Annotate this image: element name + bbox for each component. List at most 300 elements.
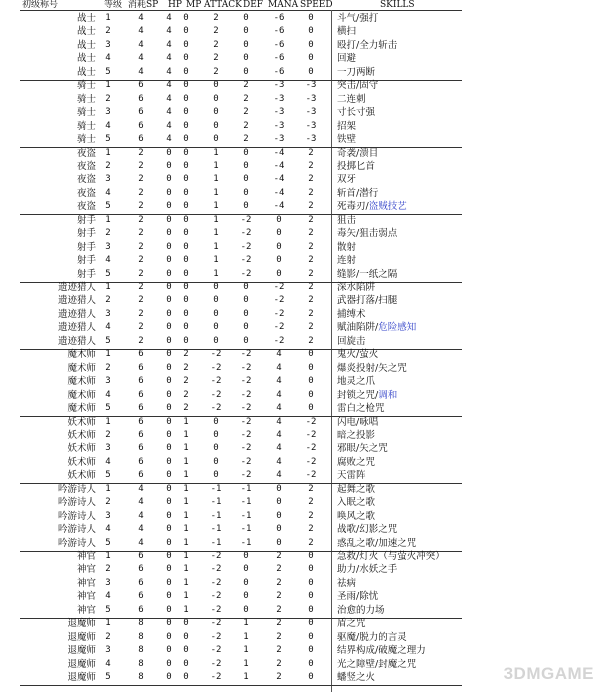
- class-name: 魔术师: [67, 349, 96, 361]
- stat-hp: 0: [166, 268, 172, 279]
- stat-def: 1: [243, 618, 249, 629]
- skill-cell: [337, 375, 375, 388]
- class-name: 退魔师: [67, 658, 96, 670]
- stat-sp: 2: [138, 335, 144, 346]
- stat-atk: 0: [213, 443, 219, 454]
- class-name: 吟游诗人: [57, 497, 96, 509]
- stat-mana: -2: [273, 322, 285, 333]
- stat-hp: 0: [166, 645, 172, 656]
- stat-lv: 1: [105, 618, 111, 629]
- stat-lv: 4: [105, 322, 111, 333]
- stat-hp: 4: [166, 39, 172, 50]
- header-speed: SPEED: [300, 0, 333, 10]
- stat-mp: 1: [183, 456, 189, 467]
- stat-hp: 0: [166, 524, 172, 535]
- class-name: 魔术师: [67, 376, 96, 388]
- skill-cell: [337, 308, 366, 321]
- stat-lv: 4: [105, 591, 111, 602]
- stat-atk: 0: [213, 416, 219, 427]
- stat-hp: 0: [166, 255, 172, 266]
- stat-spd: -2: [305, 470, 317, 481]
- stat-mp: 2: [183, 403, 189, 414]
- stat-hp: 4: [166, 134, 172, 145]
- stat-def: 0: [243, 282, 249, 292]
- skill-text: 殴打/全力斩击: [337, 39, 398, 51]
- stat-spd: 0: [308, 658, 314, 669]
- skill-text: 闪电/咏唱: [337, 416, 379, 428]
- stat-atk: 1: [213, 255, 219, 266]
- class-name: 骑士: [76, 134, 96, 146]
- skill-text: 奇袭/溃目: [337, 147, 379, 159]
- stat-sp: 2: [138, 174, 144, 185]
- stat-hp: 0: [166, 604, 172, 615]
- stat-mana: 4: [276, 403, 282, 414]
- skill-text: 鬼火/萤火: [337, 349, 379, 361]
- stat-lv: 3: [105, 443, 111, 454]
- stat-mp: 0: [183, 295, 189, 306]
- stat-hp: 0: [166, 497, 172, 508]
- stat-lv: 4: [105, 255, 111, 266]
- skill-cell: [337, 671, 375, 684]
- stat-spd: 0: [308, 349, 314, 360]
- stat-sp: 6: [138, 120, 144, 131]
- stat-mana: -6: [273, 13, 285, 23]
- stat-sp: 6: [138, 429, 144, 440]
- stat-spd: -3: [305, 134, 317, 145]
- stat-hp: 0: [166, 201, 172, 212]
- stat-mana: -4: [273, 147, 285, 158]
- stat-sp: 4: [138, 497, 144, 508]
- stat-sp: 6: [138, 443, 144, 454]
- stat-mp: 1: [183, 577, 189, 588]
- skill-cell: [337, 416, 378, 429]
- stat-mp: 2: [183, 389, 189, 400]
- stat-mana: -6: [273, 66, 285, 77]
- stat-def: -1: [240, 524, 252, 535]
- stat-mana: -4: [273, 201, 285, 212]
- stat-mp: 2: [183, 349, 189, 360]
- skill-text: 死毒刃/: [337, 201, 369, 213]
- stat-lv: 2: [105, 26, 111, 37]
- class-name: 射手: [76, 268, 96, 280]
- stat-sp: 6: [138, 389, 144, 400]
- skill-text: 暗之投影: [337, 429, 376, 441]
- class-name: 遗迹猎人: [57, 308, 96, 320]
- stat-spd: 0: [308, 66, 314, 77]
- stat-def: -2: [240, 416, 252, 427]
- stat-def: 0: [243, 322, 249, 333]
- skill-cell: [337, 442, 388, 455]
- stat-lv: 2: [105, 228, 111, 239]
- stat-spd: 2: [308, 214, 314, 225]
- stat-hp: 0: [166, 591, 172, 602]
- stat-atk: -2: [210, 658, 222, 669]
- class-name: 神官: [76, 577, 96, 589]
- stat-sp: 6: [138, 107, 144, 118]
- stat-sp: 4: [138, 13, 144, 23]
- stat-sp: 2: [138, 187, 144, 198]
- skill-text: 武器打落/扫腿: [337, 295, 398, 307]
- stat-hp: 0: [166, 174, 172, 185]
- stat-mana: -6: [273, 26, 285, 37]
- stat-lv: 2: [105, 429, 111, 440]
- stat-atk: 0: [213, 107, 219, 118]
- stat-mana: 0: [276, 255, 282, 266]
- stat-sp: 6: [138, 416, 144, 427]
- class-name: 战士: [76, 13, 96, 24]
- stat-mana: 2: [276, 631, 282, 642]
- stat-sp: 2: [138, 268, 144, 279]
- class-name: 妖术师: [67, 443, 96, 455]
- class-name: 战士: [76, 39, 96, 51]
- stat-hp: 0: [166, 187, 172, 198]
- stat-mp: 0: [183, 147, 189, 158]
- skill-cell: [337, 52, 356, 65]
- stat-hp: 0: [166, 537, 172, 548]
- stat-spd: 0: [308, 564, 314, 575]
- class-name: 神官: [76, 564, 96, 576]
- skill-cell: [337, 644, 426, 657]
- stat-lv: 2: [105, 631, 111, 642]
- stat-mp: 1: [183, 510, 189, 521]
- stat-lv: 5: [105, 66, 111, 77]
- stat-def: 0: [243, 577, 249, 588]
- stat-sp: 6: [138, 456, 144, 467]
- stat-def: 2: [243, 120, 249, 131]
- skills-divider: [331, 10, 332, 692]
- stat-mp: 2: [183, 376, 189, 387]
- skill-cell: [337, 590, 378, 603]
- stat-def: -2: [240, 255, 252, 266]
- stat-mana: 0: [276, 497, 282, 508]
- skill-cell: [337, 496, 375, 509]
- skill-text: 狙击: [337, 214, 357, 226]
- skill-text: 光之障壁/封魔之咒: [337, 658, 417, 670]
- stat-spd: -2: [305, 416, 317, 427]
- stat-spd: 2: [308, 497, 314, 508]
- stat-atk: 1: [213, 214, 219, 225]
- stat-spd: 0: [308, 631, 314, 642]
- stat-mana: -3: [273, 80, 285, 91]
- stat-mana: 4: [276, 362, 282, 373]
- stat-spd: 2: [308, 241, 314, 252]
- stat-atk: -1: [210, 510, 222, 521]
- stat-spd: 2: [308, 187, 314, 198]
- skill-text: 突击/固守: [337, 80, 379, 92]
- stat-lv: 2: [105, 93, 111, 104]
- stat-sp: 4: [138, 510, 144, 521]
- skill-cell: [337, 147, 378, 160]
- stat-mana: -2: [273, 282, 285, 292]
- class-name: 退魔师: [67, 631, 96, 643]
- stat-spd: 0: [308, 39, 314, 50]
- stat-atk: 1: [213, 147, 219, 158]
- skill-cell: [337, 106, 375, 119]
- stat-def: -2: [240, 403, 252, 414]
- skill-link[interactable]: 危险感知: [378, 322, 417, 334]
- stat-def: -1: [240, 510, 252, 521]
- stat-sp: 6: [138, 93, 144, 104]
- stat-spd: 0: [308, 362, 314, 373]
- stat-mana: -4: [273, 174, 285, 185]
- stat-def: 1: [243, 658, 249, 669]
- stat-spd: -3: [305, 80, 317, 91]
- skill-cell: [337, 429, 375, 442]
- stat-lv: 3: [105, 174, 111, 185]
- skill-text: 蟠竖之火: [337, 672, 376, 684]
- stat-hp: 0: [166, 429, 172, 440]
- class-name: 骑士: [76, 120, 96, 132]
- class-name: 神官: [76, 604, 96, 616]
- stat-lv: 5: [105, 134, 111, 145]
- stat-def: 0: [243, 26, 249, 37]
- skill-cell: [337, 537, 416, 550]
- stat-def: -1: [240, 537, 252, 548]
- skill-text: 深水陷阱: [337, 282, 376, 293]
- class-name: 遗迹猎人: [57, 322, 96, 334]
- stat-hp: 0: [166, 403, 172, 414]
- stat-mana: 4: [276, 443, 282, 454]
- header-mana: MANA: [268, 0, 299, 10]
- stat-mana: 0: [276, 268, 282, 279]
- skill-text: 横扫: [337, 26, 357, 38]
- stat-mp: 0: [183, 214, 189, 225]
- skill-text: 一刀两断: [337, 66, 376, 78]
- stat-lv: 1: [105, 147, 111, 158]
- stat-atk: 1: [213, 187, 219, 198]
- header-sp: 消耗SP: [128, 0, 159, 10]
- stat-spd: 2: [308, 295, 314, 306]
- skill-text: 铁壁: [337, 134, 357, 146]
- stat-sp: 6: [138, 551, 144, 561]
- stat-mp: 0: [183, 174, 189, 185]
- skill-cell: [337, 227, 397, 240]
- header-title: 初级称号: [22, 0, 59, 10]
- stat-lv: 5: [105, 672, 111, 683]
- stat-hp: 0: [166, 228, 172, 239]
- stat-sp: 8: [138, 672, 144, 683]
- skill-text: 入眠之歌: [337, 497, 376, 509]
- stat-mana: -3: [273, 93, 285, 104]
- skill-cell: [337, 617, 366, 630]
- class-name: 吟游诗人: [57, 537, 96, 549]
- stat-mana: -3: [273, 120, 285, 131]
- stat-def: -2: [240, 470, 252, 481]
- skill-text: 连射: [337, 255, 357, 267]
- class-name: 夜盗: [76, 174, 96, 186]
- stat-atk: -2: [210, 551, 222, 561]
- stat-mana: -2: [273, 335, 285, 346]
- stat-spd: 0: [308, 551, 314, 561]
- stat-sp: 2: [138, 241, 144, 252]
- stat-spd: 0: [308, 672, 314, 683]
- stat-mana: 4: [276, 456, 282, 467]
- stat-sp: 4: [138, 537, 144, 548]
- skill-cell: [337, 133, 356, 146]
- class-name: 射手: [76, 214, 96, 226]
- skill-text: 招架: [337, 120, 357, 132]
- stat-hp: 0: [166, 389, 172, 400]
- stat-spd: 0: [308, 403, 314, 414]
- stat-mp: 1: [183, 604, 189, 615]
- skill-link[interactable]: 盗贼技艺: [368, 201, 407, 213]
- stat-sp: 4: [138, 66, 144, 77]
- stat-atk: 0: [213, 80, 219, 91]
- stat-mp: 0: [183, 658, 189, 669]
- stat-def: -2: [240, 228, 252, 239]
- stat-spd: -3: [305, 120, 317, 131]
- stat-atk: -2: [210, 403, 222, 414]
- stat-lv: 5: [105, 604, 111, 615]
- stat-sp: 2: [138, 255, 144, 266]
- stat-hp: 0: [166, 349, 172, 360]
- stat-hp: 0: [166, 147, 172, 158]
- skill-cell: [337, 93, 366, 106]
- skill-cell: [337, 187, 378, 200]
- stat-hp: 0: [166, 443, 172, 454]
- stat-def: 0: [243, 591, 249, 602]
- stat-def: 2: [243, 134, 249, 145]
- stat-lv: 1: [105, 416, 111, 427]
- class-name: 战士: [76, 26, 96, 38]
- stat-lv: 1: [105, 483, 111, 494]
- stat-def: 0: [243, 187, 249, 198]
- stat-hp: 0: [166, 577, 172, 588]
- stat-mp: 0: [183, 645, 189, 656]
- stat-mana: 4: [276, 389, 282, 400]
- stat-sp: 6: [138, 362, 144, 373]
- stat-atk: 0: [213, 335, 219, 346]
- stat-mana: 4: [276, 470, 282, 481]
- stat-spd: -2: [305, 429, 317, 440]
- skill-text: 回避: [337, 53, 357, 65]
- stat-hp: 0: [166, 376, 172, 387]
- stat-lv: 2: [105, 497, 111, 508]
- skill-text: 双牙: [337, 174, 357, 186]
- stat-mp: 0: [183, 26, 189, 37]
- stat-mp: 1: [183, 497, 189, 508]
- stat-mana: 0: [276, 524, 282, 535]
- group-divider: [20, 685, 462, 686]
- stat-lv: 4: [105, 187, 111, 198]
- stat-mana: -3: [273, 107, 285, 118]
- stat-mp: 1: [183, 470, 189, 481]
- skill-cell: [337, 79, 378, 92]
- stat-mp: 0: [183, 618, 189, 629]
- stat-mp: 1: [183, 416, 189, 427]
- class-name: 吟游诗人: [57, 483, 96, 495]
- class-name: 退魔师: [67, 618, 96, 630]
- stat-sp: 6: [138, 376, 144, 387]
- stat-spd: 2: [308, 268, 314, 279]
- stat-hp: 0: [166, 470, 172, 481]
- stat-lv: 3: [105, 308, 111, 319]
- stat-mp: 0: [183, 187, 189, 198]
- stat-atk: 0: [213, 429, 219, 440]
- stat-spd: 2: [308, 322, 314, 333]
- stat-sp: 2: [138, 160, 144, 171]
- stat-mana: 4: [276, 429, 282, 440]
- stat-atk: 1: [213, 228, 219, 239]
- stat-mana: -4: [273, 160, 285, 171]
- stat-mana: 2: [276, 564, 282, 575]
- stat-spd: 2: [308, 160, 314, 171]
- stat-atk: 0: [213, 93, 219, 104]
- stat-lv: 3: [105, 241, 111, 252]
- stat-atk: 0: [213, 308, 219, 319]
- stat-def: -2: [240, 362, 252, 373]
- stat-mana: -2: [273, 295, 285, 306]
- skill-text: 祛病: [337, 577, 357, 589]
- stat-mp: 0: [183, 322, 189, 333]
- stat-hp: 0: [166, 416, 172, 427]
- stat-mana: -4: [273, 187, 285, 198]
- stat-def: -2: [240, 389, 252, 400]
- stat-mp: 0: [183, 107, 189, 118]
- header-rule: [20, 10, 462, 11]
- stat-sp: 8: [138, 618, 144, 629]
- stat-def: 0: [243, 295, 249, 306]
- stat-def: -2: [240, 429, 252, 440]
- stat-def: 0: [243, 39, 249, 50]
- stat-atk: -1: [210, 537, 222, 548]
- stat-atk: -2: [210, 349, 222, 360]
- stat-atk: 1: [213, 160, 219, 171]
- stat-spd: 2: [308, 483, 314, 494]
- stat-hp: 0: [166, 308, 172, 319]
- stat-mp: 0: [183, 53, 189, 64]
- skill-cell: [337, 214, 356, 227]
- stat-sp: 2: [138, 322, 144, 333]
- stat-mp: 0: [183, 39, 189, 50]
- stat-atk: 0: [213, 322, 219, 333]
- stat-def: -2: [240, 443, 252, 454]
- stat-def: 0: [243, 174, 249, 185]
- stat-spd: 0: [308, 618, 314, 629]
- stat-def: 0: [243, 147, 249, 158]
- stat-lv: 5: [105, 537, 111, 548]
- skill-cell: [337, 469, 366, 482]
- skill-text: 治愈的力场: [337, 604, 385, 616]
- stat-mana: 4: [276, 416, 282, 427]
- stat-sp: 4: [138, 524, 144, 535]
- stat-sp: 6: [138, 349, 144, 360]
- stat-sp: 2: [138, 282, 144, 292]
- stat-mp: 0: [183, 308, 189, 319]
- skill-cell: [337, 12, 378, 25]
- stat-atk: -2: [210, 591, 222, 602]
- stat-atk: -1: [210, 497, 222, 508]
- stat-mp: 0: [183, 201, 189, 212]
- stat-lv: 2: [105, 295, 111, 306]
- stat-mp: 0: [183, 160, 189, 171]
- stat-lv: 4: [105, 120, 111, 131]
- stat-hp: 0: [166, 282, 172, 292]
- skill-cell: [337, 66, 375, 79]
- class-name: 妖术师: [67, 470, 96, 482]
- stat-mp: 1: [183, 551, 189, 561]
- stat-def: -2: [240, 349, 252, 360]
- skill-link[interactable]: 调和: [378, 389, 398, 401]
- stat-mp: 0: [183, 80, 189, 91]
- stat-spd: 2: [308, 524, 314, 535]
- stat-atk: 2: [213, 26, 219, 37]
- stat-mana: 0: [276, 241, 282, 252]
- stat-def: -1: [240, 483, 252, 494]
- stat-def: -2: [240, 241, 252, 252]
- stat-atk: -2: [210, 645, 222, 656]
- skill-text: 圣雨/除忧: [337, 591, 379, 603]
